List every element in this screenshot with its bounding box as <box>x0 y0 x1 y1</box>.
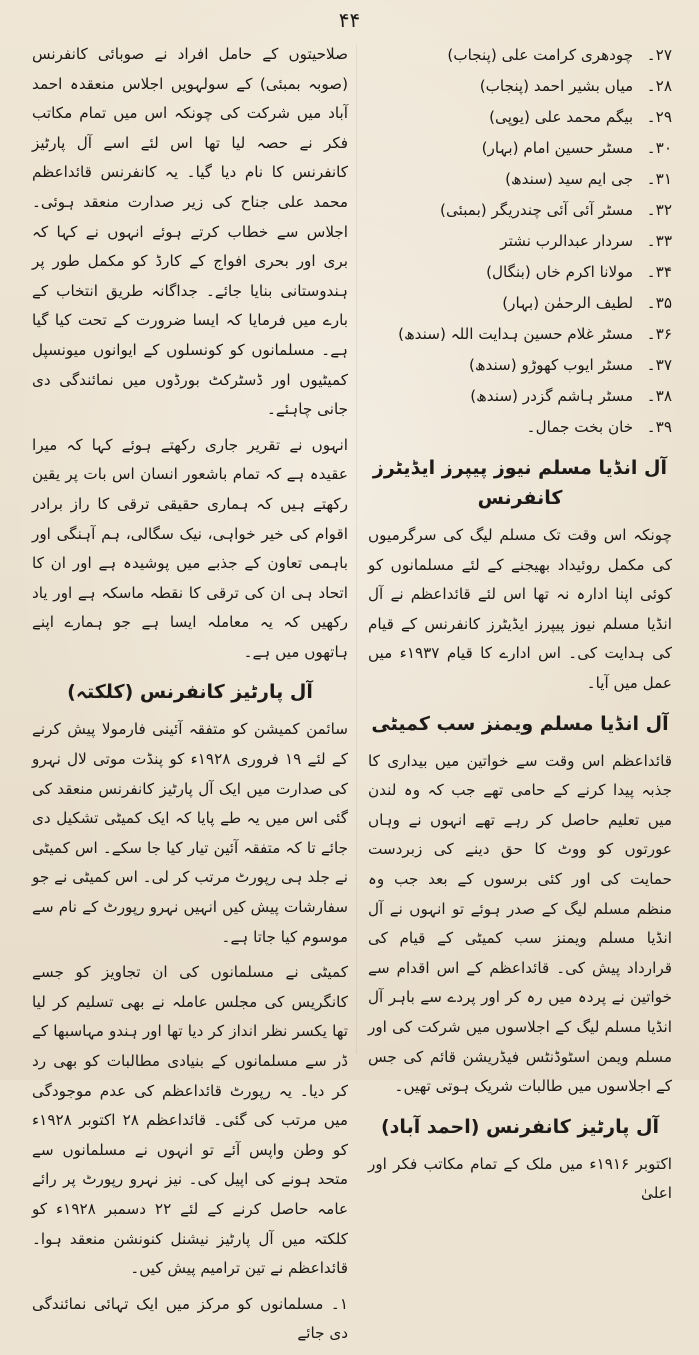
paragraph: ۱۔ مسلمانوں کو مرکز میں ایک تہائی نمائندگی دی جائے <box>32 1294 348 1343</box>
list-item: ۳۲۔ مسٹر آئی آئی چندریگر (بمبئی) <box>440 201 672 219</box>
list-item: ۲۹۔ بیگم محمد علی (یوپی) <box>489 108 672 126</box>
paragraph: کمیٹی نے مسلمانوں کی ان تجاویز کو جسے کانگریس کی مجلس عاملہ نے بھی تسلیم کر لیا تھا یکسر نظر انداز کر دیا تھا اور ہندو مہاسبھا کے ڈر سے مسلمانوں کے بنیادی مطالبات کو بھی رد کر دیا۔ یہ رپورٹ قائداعظم کی عدم موجودگی میں مرتب کی گئی۔ قائداعظم ۲۸ اکتوبر ۱۹۲۸ء کو وطن واپس آئے تو انہوں نے مسلمانوں سے متحد ہونے کی اپیل کی۔ نیز نہرو رپورٹ پر رائے عامہ حاصل کرنے کے لئے ۲۲ دسمبر ۱۹۲۸ء کو کلکتہ میں آل پارٹیز نیشنل کنونشن منعقد ہوا۔ قائداعظم نے تین ترامیم پیش کیں۔ <box>32 963 349 1278</box>
list-item: ۳۱۔ جی ایم سید (سندھ) <box>505 170 672 188</box>
list-item: ۲۸۔ میاں بشیر احمد (پنجاب) <box>479 77 672 95</box>
paragraph: سائمن کمیشن کو متفقہ آئینی فارمولا پیش کرنے کے لئے ۱۹ فروری ۱۹۲۸ء کو پنڈت موتی لال نہرو کی صدارت میں ایک آل پارٹیز کانفرنس منعقد کی گئی اس میں یہ طے پایا کہ ایک کمیٹی تشکیل دی جائے تا کہ متفقہ آئین تیار کیا جا سکے۔ اس کمیٹی نے جلد ہی رپورٹ مرتب کر لی۔ اس کمیٹی نے جو سفارشات پیش کیں انہیں نہرو رپورٹ کے نام سے موسوم کیا جاتا ہے۔ <box>32 720 348 946</box>
list-item: ۳۳۔ سردار عبدالرب نشتر <box>500 232 672 250</box>
list-item: ۳۶۔ مسٹر غلام حسین ہدایت اللہ (سندھ) <box>398 325 672 343</box>
column-gap <box>356 44 357 1054</box>
section-heading-editors-conference: آل انڈیا مسلم نیوز پیپرز ایڈیٹرز کانفرنس <box>372 457 668 509</box>
page-number: ۴۴ <box>338 8 361 32</box>
right-column <box>368 40 672 1215</box>
member-list <box>368 40 672 443</box>
paragraph: انہوں نے تقریر جاری رکھتے ہوئے کہا کہ میرا عقیدہ ہے کہ تمام باشعور انسان اس بات پر یقین رکھتے ہیں کہ ہماری حقیقی ترقی کا راز برادر اقوام کی خیر خواہی، نیک سگالی، ہم آہنگی اور باہمی تعاون کے جذبے میں پوشیدہ ہے اور ان کا اتحاد ہی ان کی ترقی کا نقطہ ماسکہ ہے اور یاد رکھیں کہ یہ معاملہ ایسا ہے جو ہمارے اپنے ہاتھوں میں ہے۔ <box>32 435 348 661</box>
list-item: ۳۰۔ مسٹر حسین امام (بہار) <box>481 139 672 157</box>
paragraph: چونکہ اس وقت تک مسلم لیگ کی سرگرمیوں کی مکمل روئیداد بھیجنے کے لئے مسلمانوں کو کوئی اپنا ادارہ نہ تھا اس لئے قائداعظم نے آل انڈیا مسلم نیوز پیپرز ایڈیٹرز کانفرنس کے قیام کی ہدایت کی۔ اس ادارے کا قیام ۱۹۳۷ء میں عمل میں آیا۔ <box>368 526 672 692</box>
list-item: ۳۴۔ مولانا اکرم خاں (بنگال) <box>486 263 672 281</box>
section-heading-calcutta: آل پارٹیز کانفرنس (کلکتہ) <box>67 681 313 704</box>
list-item: ۳۵۔ لطیف الرحمٰن (بہار) <box>502 294 672 312</box>
list-item: ۳۷۔ مسٹر ایوب کھوڑو (سندھ) <box>468 356 672 374</box>
section-heading-ahmedabad: آل پارٹیز کانفرنس (احمد آباد) <box>381 1115 659 1138</box>
section-heading-womens-subcommittee: آل انڈیا مسلم ویمنز سب کمیٹی <box>371 712 669 735</box>
paragraph: قائداعظم اس وقت سے خواتین میں بیداری کا جذبہ پیدا کرنے کے حامی تھے جب کہ وہ لندن میں تعلیم حاصل کر رہے تھے انہوں نے وہاں عورتوں کو ووٹ کا حق دینے کی زبردست حمایت کی اور کئی برسوں کے بعد جب وہ منظم مسلم لیگ کے صدر ہوئے تو انہوں نے آل انڈیا مسلم ویمنز سب کمیٹی کے قیام کی قرارداد پیش کی۔ قائداعظم کے اس اقدام سے خواتین نے پردہ میں رہ کر اور پردے سے باہر آل انڈیا مسلم لیگ کے اجلاسوں میں شرکت کی اور مسلم ویمن اسٹوڈنٹس فیڈریشن قائم کی جس کے اجلاسوں میں طالبات شریک ہوتی تھیں۔ <box>368 751 672 1096</box>
paragraph: اکتوبر ۱۹۱۶ء میں ملک کے تمام مکاتب فکر اور اعلیٰ <box>368 1154 672 1203</box>
list-item: ۳۹۔ خان بخت جمال۔ <box>526 418 672 436</box>
list-item: ۳۸۔ مسٹر ہاشم گزدر (سندھ) <box>470 387 672 405</box>
list-item: ۲۷۔ چودھری کرامت علی (پنجاب) <box>447 46 672 64</box>
paragraph: صلاحیتوں کے حامل افراد نے صوبائی کانفرنس (صوبہ بمبئی) کے سولہویں اجلاس منعقدہ احمد آباد میں شرکت کی چونکہ اس میں تمام مکاتب فکر نے حصہ لیا تھا اس لئے اسے آل پارٹیز کانفرنس کا نام دیا گیا۔ یہ کانفرنس قائداعظم محمد علی جناح کی زیر صدارت منعقد ہوئی۔ اجلاس سے خطاب کرتے ہوئے انہوں نے کہا کہ بری اور بحری افواج کے کارڈ کو مکمل طور پر ہندوستانی بنایا جائے۔ جداگانہ طریق انتخاب کے بارے میں فرمایا کہ ایسا ضرورت کے تحت کیا گیا ہے۔ مسلمانوں کو کونسلوں کے ایوانوں میونسپل کمیٹیوں اور ڈسٹرکٹ بورڈوں میں نمائندگی دی جانی چاہئے۔ <box>32 45 348 419</box>
left-column <box>32 40 348 1355</box>
